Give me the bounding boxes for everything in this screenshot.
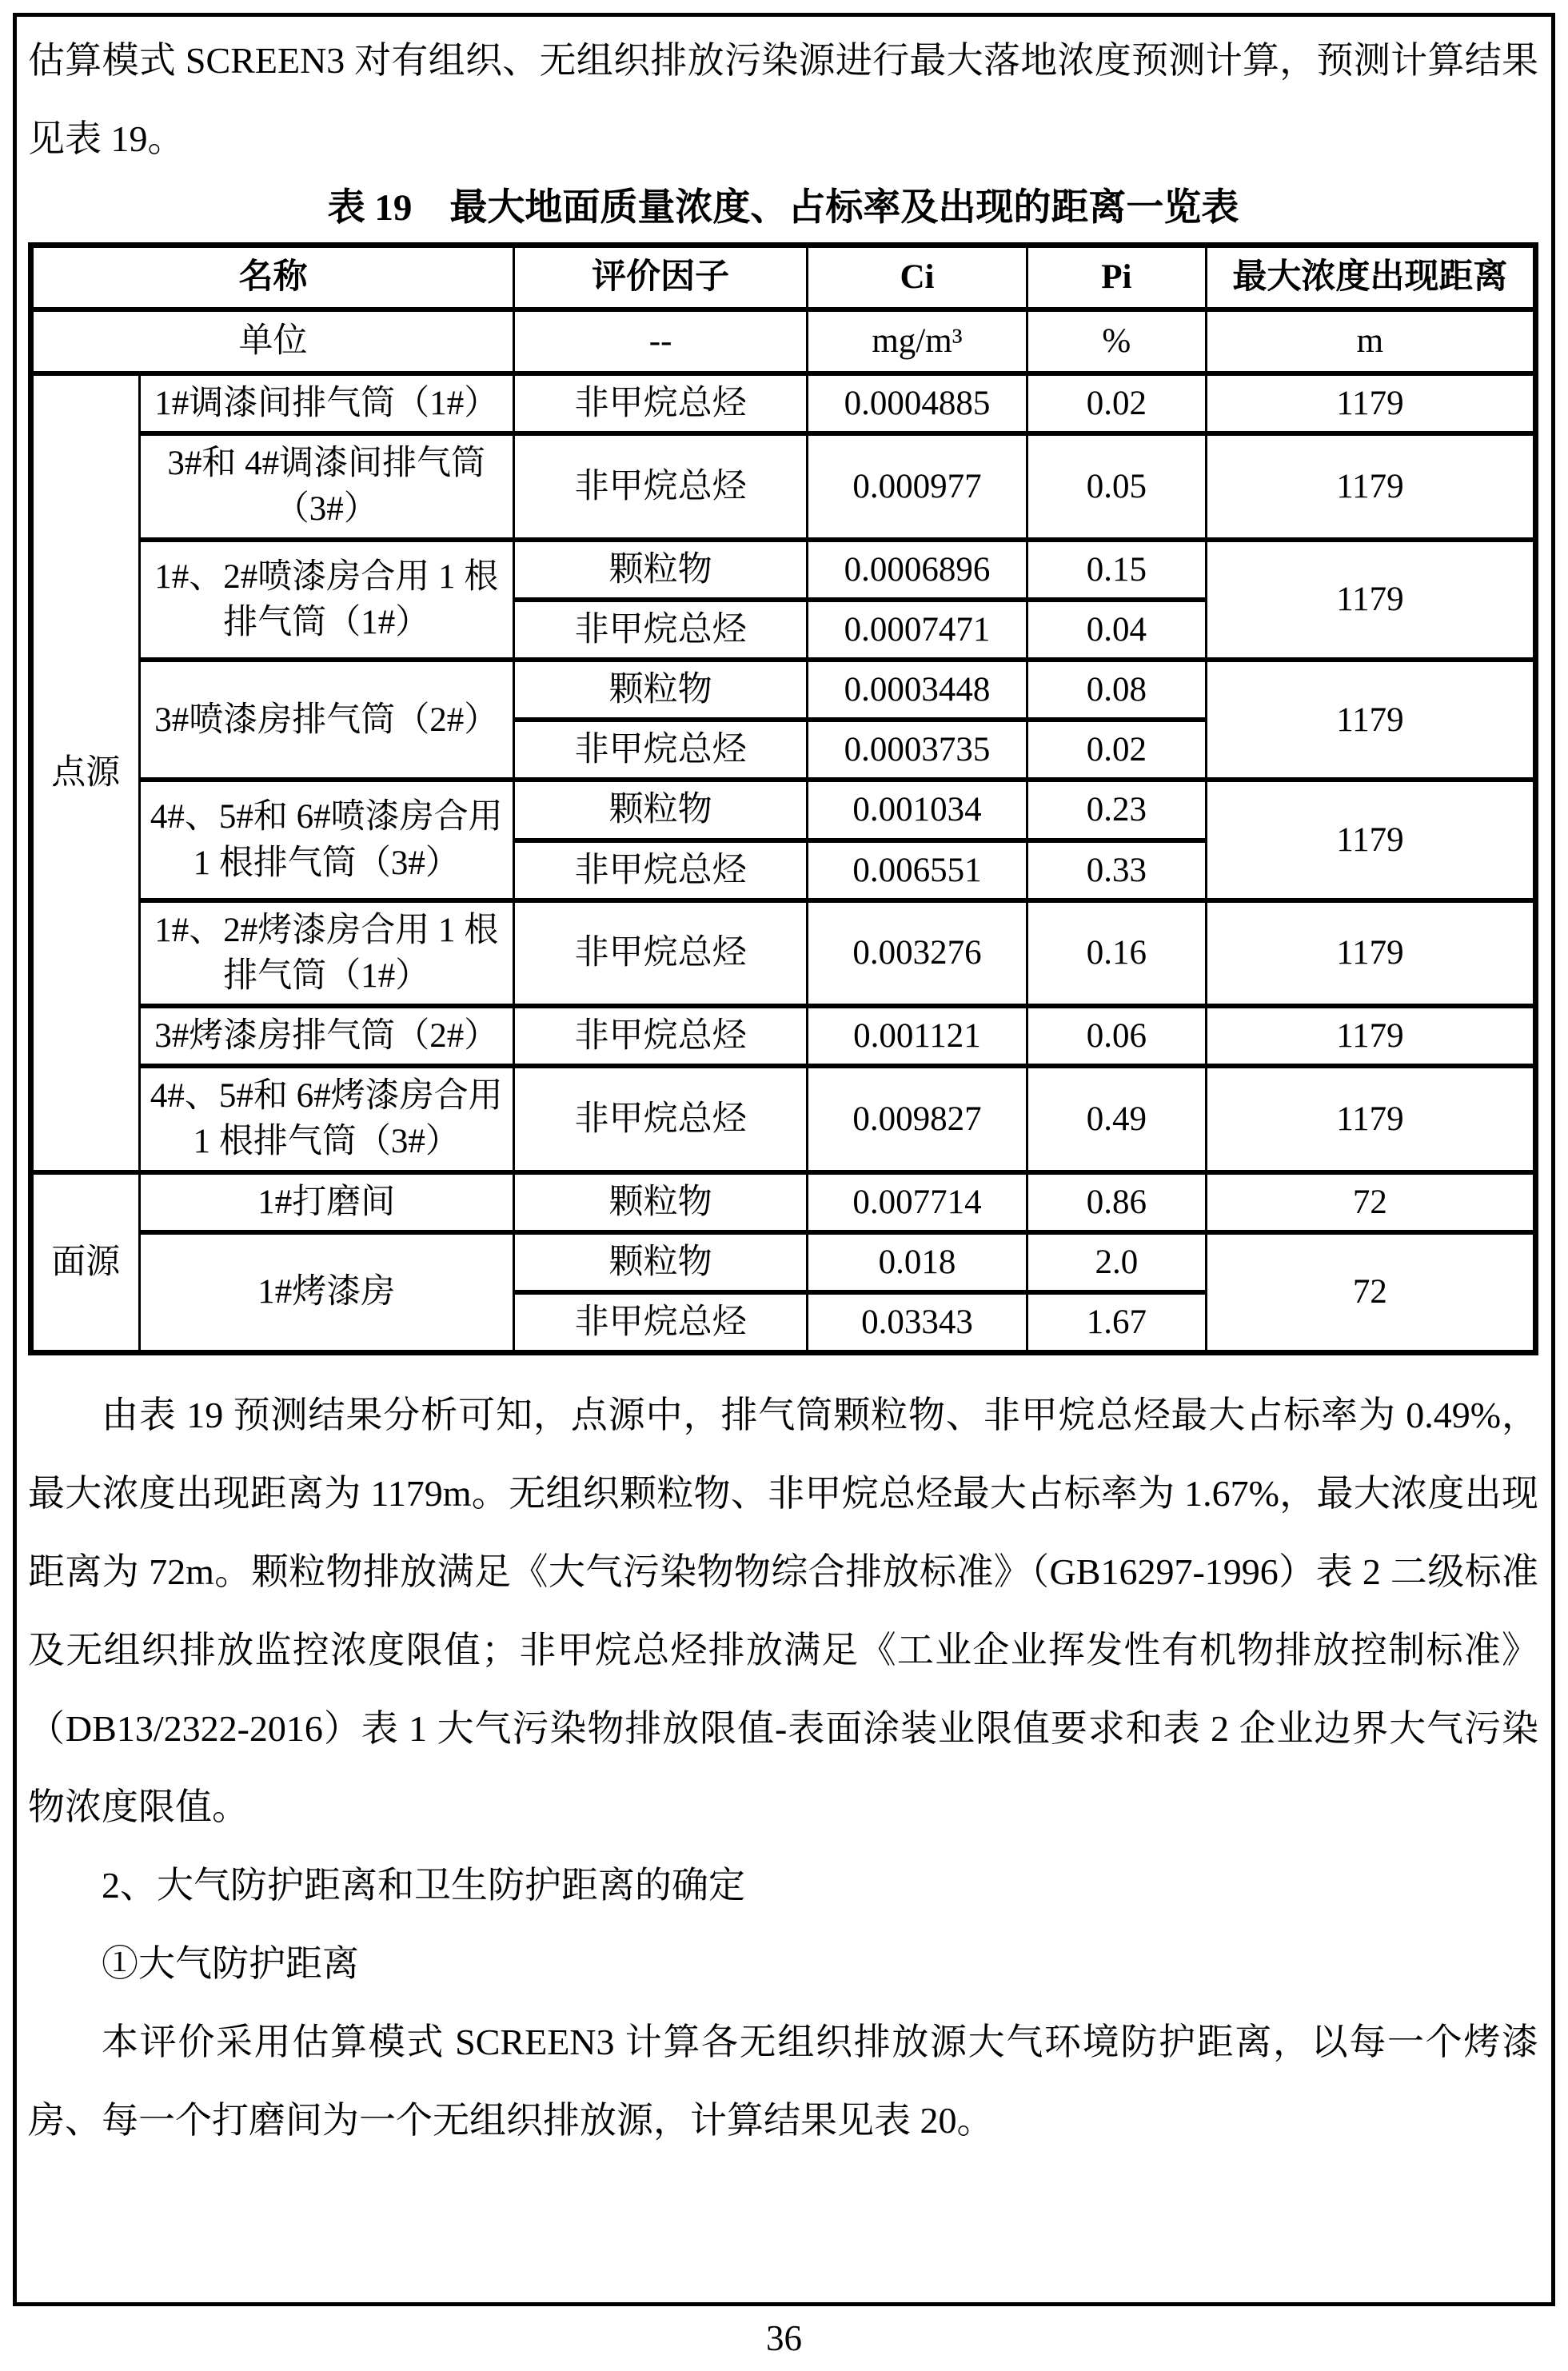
ci-cell: 0.003276: [808, 900, 1027, 1006]
pi-cell: 0.06: [1027, 1006, 1206, 1066]
unit-name-cell: 单位: [31, 309, 514, 373]
ci-cell: 0.001121: [808, 1006, 1027, 1066]
distance-cell: 1179: [1206, 373, 1535, 433]
ci-cell: 0.0007471: [808, 600, 1027, 660]
distance-cell: 1179: [1206, 433, 1535, 539]
factor-cell: 颗粒物: [514, 660, 808, 720]
pi-cell: 0.04: [1027, 600, 1206, 660]
factor-cell: 颗粒物: [514, 780, 808, 840]
name-cell: 4#、5#和 6#烤漆房合用 1 根排气筒（3#）: [139, 1066, 514, 1172]
page-number: 36: [766, 2318, 802, 2358]
factor-cell: 颗粒物: [514, 1232, 808, 1292]
ci-cell: 0.018: [808, 1232, 1027, 1292]
table-row: [31, 433, 1536, 539]
ci-cell: 0.0006896: [808, 540, 1027, 600]
pi-cell: 0.23: [1027, 780, 1206, 840]
pi-cell: 1.67: [1027, 1292, 1206, 1353]
name-cell: 1#调漆间排气筒（1#）: [139, 373, 514, 433]
ci-cell: 0.0003448: [808, 660, 1027, 720]
factor-cell: 颗粒物: [514, 1172, 808, 1232]
unit-pi-cell: %: [1027, 309, 1206, 373]
name-cell: 1#、2#喷漆房合用 1 根排气筒（1#）: [139, 540, 514, 660]
table-row: [31, 780, 1536, 840]
ci-cell: 0.000977: [808, 433, 1027, 539]
ci-cell: 0.009827: [808, 1066, 1027, 1172]
pi-cell: 0.08: [1027, 660, 1206, 720]
pi-cell: 0.05: [1027, 433, 1206, 539]
distance-cell: 1179: [1206, 900, 1535, 1006]
table-row: [31, 1172, 1536, 1232]
name-cell: 3#和 4#调漆间排气筒（3#）: [139, 433, 514, 539]
distance-cell: 1179: [1206, 780, 1535, 900]
distance-cell: 1179: [1206, 540, 1535, 660]
group-cell-point-source: 点源: [31, 373, 140, 1172]
header-distance-cell: 最大浓度出现距离: [1206, 245, 1535, 310]
ci-cell: 0.007714: [808, 1172, 1027, 1232]
table19: [28, 242, 1538, 1355]
pi-cell: 0.02: [1027, 373, 1206, 433]
ci-cell: 0.0004885: [808, 373, 1027, 433]
distance-cell: 1179: [1206, 660, 1535, 780]
distance-cell: 1179: [1206, 1006, 1535, 1066]
factor-cell: 非甲烷总烃: [514, 433, 808, 539]
factor-cell: 非甲烷总烃: [514, 600, 808, 660]
page-border-frame: [13, 13, 1555, 2306]
factor-cell: 非甲烷总烃: [514, 373, 808, 433]
analysis-paragraph: 由表 19 预测结果分析可知，点源中，排气筒颗粒物、非甲烷总烃最大占标率为 0.49%，最大浓度出现距离为 1179m。无组织颗粒物、非甲烷总烃最大占标率为 1.67%，最大浓度出现距离为 72m。颗粒物排放满足《大气污染物物综合排放标准》（GB16297-1996）表 2 二级标准及无组织排放监控浓度限值；非甲烷总烃排放满足《工业企业挥发性有机物排放控制标准》（DB13/2322-2016）表 1 大气污染物排放限值-表面涂装业限值要求和表 2 企业边界大气污染物浓度限值。: [28, 1395, 1538, 1828]
table-row: [31, 900, 1536, 1006]
factor-cell: 非甲烷总烃: [514, 900, 808, 1006]
pi-cell: 0.16: [1027, 900, 1206, 1006]
table-row: [31, 1232, 1536, 1292]
pi-cell: 0.33: [1027, 840, 1206, 900]
header-name-cell: 名称: [31, 245, 514, 310]
table19-title: 表 19 最大地面质量浓度、占标率及出现的距离一览表: [327, 187, 1239, 229]
table-unit-row: [31, 309, 1536, 373]
unit-distance-cell: m: [1206, 309, 1535, 373]
table-header-row: [31, 245, 1536, 310]
subsection-heading-1: ①大气防护距离: [102, 1943, 359, 1985]
factor-cell: 非甲烷总烃: [514, 1292, 808, 1353]
intro-paragraph: 估算模式 SCREEN3 对有组织、无组织排放污染源进行最大落地浓度预测计算，预测计算结果见表 19。: [28, 40, 1538, 159]
name-cell: 1#、2#烤漆房合用 1 根排气筒（1#）: [139, 900, 514, 1006]
name-cell: 3#烤漆房排气筒（2#）: [139, 1006, 514, 1066]
table-row: [31, 373, 1536, 433]
pi-cell: 0.02: [1027, 720, 1206, 780]
name-cell: 1#打磨间: [139, 1172, 514, 1232]
factor-cell: 颗粒物: [514, 540, 808, 600]
group-cell-area-source: 面源: [31, 1172, 140, 1353]
name-cell: 1#烤漆房: [139, 1232, 514, 1353]
factor-cell: 非甲烷总烃: [514, 720, 808, 780]
unit-factor-cell: --: [514, 309, 808, 373]
header-ci-cell: Ci: [808, 245, 1027, 310]
pi-cell: 0.15: [1027, 540, 1206, 600]
distance-cell: 1179: [1206, 1066, 1535, 1172]
name-cell: 3#喷漆房排气筒（2#）: [139, 660, 514, 780]
pi-cell: 0.86: [1027, 1172, 1206, 1232]
pi-cell: 0.49: [1027, 1066, 1206, 1172]
factor-cell: 非甲烷总烃: [514, 840, 808, 900]
name-cell: 4#、5#和 6#喷漆房合用 1 根排气筒（3#）: [139, 780, 514, 900]
distance-cell: 72: [1206, 1172, 1535, 1232]
distance-cell: 72: [1206, 1232, 1535, 1353]
ci-cell: 0.03343: [808, 1292, 1027, 1353]
table-row: [31, 1066, 1536, 1172]
table-row: [31, 540, 1536, 600]
header-pi-cell: Pi: [1027, 245, 1206, 310]
table-row: [31, 1006, 1536, 1066]
header-factor-cell: 评价因子: [514, 245, 808, 310]
ci-cell: 0.001034: [808, 780, 1027, 840]
pi-cell: 2.0: [1027, 1232, 1206, 1292]
table-row: [31, 660, 1536, 720]
ci-cell: 0.006551: [808, 840, 1027, 900]
ci-cell: 0.0003735: [808, 720, 1027, 780]
section-heading-2: 2、大气防护距离和卫生防护距离的确定: [102, 1865, 745, 1906]
unit-ci-cell: mg/m³: [808, 309, 1027, 373]
closing-paragraph: 本评价采用估算模式 SCREEN3 计算各无组织排放源大气环境防护距离，以每一个烤漆房、每一个打磨间为一个无组织排放源，计算结果见表 20。: [28, 2022, 1538, 2141]
factor-cell: 非甲烷总烃: [514, 1066, 808, 1172]
factor-cell: 非甲烷总烃: [514, 1006, 808, 1066]
